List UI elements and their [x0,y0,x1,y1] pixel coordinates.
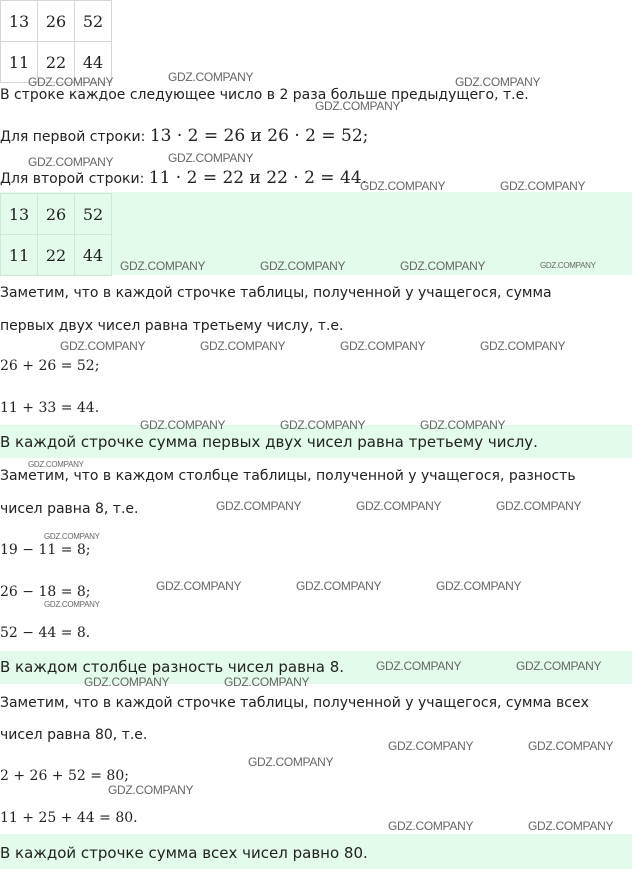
watermark-text: GDZ.COMPANY [388,739,474,753]
observation2-line1: Заметим, что в каждом столбце таблицы, полученной у учащегося, разность [0,468,576,484]
table-cell: 11 [1,42,38,83]
table-cell: 52 [75,194,112,235]
watermark-text: GDZ.COMPANY [28,460,84,469]
watermark-text: GDZ.COMPANY [436,579,522,593]
rule2-text: В каждом столбце разность чисел равна 8. [0,658,345,676]
initial-number-table [0,0,112,83]
watermark-text: GDZ.COMPANY [388,819,474,833]
watermark-text: GDZ.COMPANY [44,600,100,609]
watermark-text: GDZ.COMPANY [296,579,382,593]
watermark-text: GDZ.COMPANY [108,783,194,797]
watermark-text: GDZ.COMPANY [216,499,302,513]
intro-text: В строке каждое следующее число в 2 раза больше предыдущего, т.е. [0,87,529,103]
row2-math: 11 · 2 = 22 и 22 · 2 = 44. [148,168,367,188]
observation1-line1: Заметим, что в каждой строчке таблицы, полученной у учащегося, сумма [0,285,552,301]
watermark-text: GDZ.COMPANY [224,675,310,689]
watermark-text: GDZ.COMPANY [248,755,334,769]
watermark-text: GDZ.COMPANY [28,75,114,89]
watermark-text: GDZ.COMPANY [400,259,486,273]
table-cell: 44 [75,42,112,83]
watermark-text: GDZ.COMPANY [516,659,602,673]
watermark-text: GDZ.COMPANY [315,99,401,113]
table-row [1,194,112,235]
watermark-text: GDZ.COMPANY [280,418,366,432]
equation-7: 11 + 25 + 44 = 80. [0,810,138,826]
table-cell: 22 [38,235,75,276]
table-cell: 26 [38,1,75,42]
watermark-text: GDZ.COMPANY [420,418,506,432]
student-number-table [0,193,112,276]
table-cell: 22 [38,42,75,83]
table-cell: 26 [38,194,75,235]
watermark-text: GDZ.COMPANY [360,179,446,193]
equation-2: 11 + 33 = 44. [0,400,100,416]
watermark-text: GDZ.COMPANY [28,155,114,169]
watermark-text: GDZ.COMPANY [496,499,582,513]
rule3-text: В каждой строчке сумма всех чисел равно 80. [0,844,368,862]
equation-5: 52 − 44 = 8. [0,625,91,641]
table-cell: 11 [1,235,38,276]
watermark-text: GDZ.COMPANY [120,259,206,273]
row2-line [0,168,367,189]
watermark-text: GDZ.COMPANY [260,259,346,273]
table-row [1,1,112,42]
watermark-text: GDZ.COMPANY [60,339,146,353]
table-cell: 13 [1,1,38,42]
row1-line [0,126,368,147]
watermark-text: GDZ.COMPANY [168,70,254,84]
table-cell: 13 [1,194,38,235]
watermark-text: GDZ.COMPANY [156,579,242,593]
equation-6: 2 + 26 + 52 = 80; [0,768,129,784]
equation-1: 26 + 26 = 52; [0,358,100,374]
row1-prefix: Для первой строки: [0,129,150,145]
equation-4: 26 − 18 = 8; [0,584,91,600]
observation3-line2: чисел равна 80, т.е. [0,727,148,743]
watermark-text: GDZ.COMPANY [480,339,566,353]
rule1-text: В каждой строчке сумма первых двух чисел равна третьему числу. [0,433,538,451]
table-row [1,235,112,276]
observation1-line2: первых двух чисел равна третьему числу, т.е. [0,318,344,334]
watermark-text: GDZ.COMPANY [340,339,426,353]
watermark-text: GDZ.COMPANY [528,819,614,833]
watermark-text: GDZ.COMPANY [376,659,462,673]
watermark-text: GDZ.COMPANY [140,418,226,432]
observation2-line2: чисел равна 8, т.е. [0,501,139,517]
observation3-line1: Заметим, что в каждой строчке таблицы, полученной у учащегося, сумма всех [0,695,589,711]
row2-prefix: Для второй строки: [0,171,149,187]
table-cell: 44 [75,235,112,276]
watermark-text: GDZ.COMPANY [356,499,442,513]
watermark-text: GDZ.COMPANY [168,151,254,165]
table-cell: 52 [75,1,112,42]
row1-math: 13 · 2 = 26 и 26 · 2 = 52; [149,126,369,146]
watermark-text: GDZ.COMPANY [500,179,586,193]
watermark-text: GDZ.COMPANY [200,339,286,353]
watermark-text: GDZ.COMPANY [528,739,614,753]
equation-3: 19 − 11 = 8; [0,542,91,558]
watermark-text: GDZ.COMPANY [540,261,596,270]
watermark-text: GDZ.COMPANY [44,532,100,541]
watermark-text: GDZ.COMPANY [455,75,541,89]
watermark-text: GDZ.COMPANY [84,675,170,689]
